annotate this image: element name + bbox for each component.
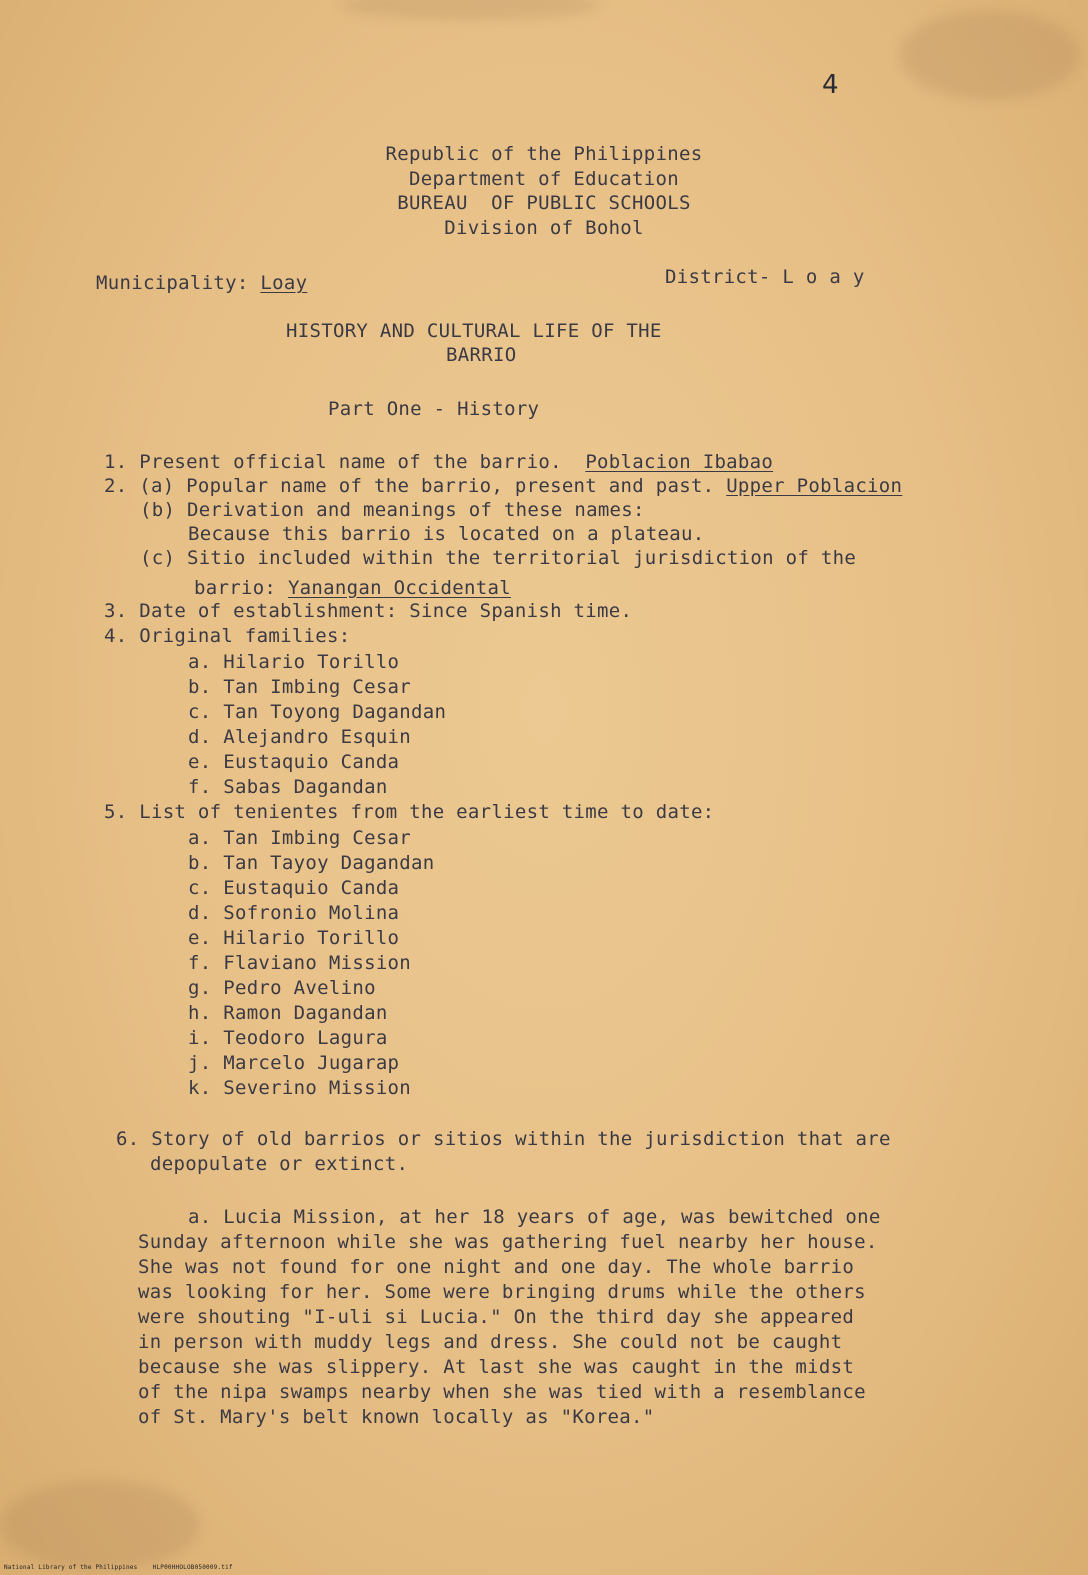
item-3: 3. Date of establishment: Since Spanish time. bbox=[104, 600, 633, 622]
teniente-item: a. Tan Imbing Cesar bbox=[188, 827, 412, 849]
document-title-line2: BARRIO bbox=[446, 344, 517, 366]
teniente-item: i. Teodoro Lagura bbox=[188, 1027, 388, 1049]
teniente-item: h. Ramon Dagandan bbox=[188, 1002, 388, 1024]
item-2a-text: 2. (a) Popular name of the barrio, present and past. bbox=[104, 475, 715, 497]
family-item: f. Sabas Dagandan bbox=[188, 776, 388, 798]
story-line: of the nipa swamps nearby when she was tied with a resemblance bbox=[138, 1381, 866, 1403]
header-bureau: BUREAU OF PUBLIC SCHOOLS bbox=[397, 192, 691, 214]
municipality-label: Municipality: bbox=[96, 272, 249, 294]
item-6-line2: depopulate or extinct. bbox=[150, 1153, 409, 1175]
story-line: She was not found for one night and one day. The whole barrio bbox=[138, 1256, 855, 1278]
family-item: d. Alejandro Esquin bbox=[188, 726, 412, 748]
item-2c-line2 bbox=[194, 576, 511, 600]
teniente-item: b. Tan Tayoy Dagandan bbox=[188, 852, 435, 874]
header-division: Division of Bohol bbox=[444, 217, 644, 239]
item-2b-answer: Because this barrio is located on a plateau. bbox=[188, 523, 705, 545]
item-1-text: 1. Present official name of the barrio. bbox=[104, 451, 562, 473]
item-2c-value: Yanangan Occidental bbox=[287, 577, 511, 599]
municipality-line bbox=[96, 271, 307, 295]
part-heading: Part One - History bbox=[328, 398, 540, 420]
header-department: Department of Education bbox=[409, 168, 679, 190]
teniente-item: f. Flaviano Mission bbox=[188, 952, 412, 974]
municipality-value: Loay bbox=[260, 272, 308, 294]
page-number: 4 bbox=[822, 70, 839, 100]
document-title-line1: HISTORY AND CULTURAL LIFE OF THE bbox=[286, 320, 662, 342]
story-line: of St. Mary's belt known locally as "Korea." bbox=[138, 1406, 655, 1428]
teniente-item: j. Marcelo Jugarap bbox=[188, 1052, 400, 1074]
story-line: Sunday afternoon while she was gathering fuel nearby her house. bbox=[138, 1231, 878, 1253]
story-line: because she was slippery. At last she was caught in the midst bbox=[138, 1356, 855, 1378]
item-5-heading: 5. List of tenientes from the earliest time to date: bbox=[104, 801, 715, 823]
paper-stain bbox=[340, 0, 600, 20]
teniente-item: k. Severino Mission bbox=[188, 1077, 412, 1099]
teniente-item: c. Eustaquio Canda bbox=[188, 877, 400, 899]
family-item: e. Eustaquio Canda bbox=[188, 751, 400, 773]
paper-stain bbox=[0, 1480, 200, 1570]
teniente-item: d. Sofronio Molina bbox=[188, 902, 400, 924]
item-4-heading: 4. Original families: bbox=[104, 625, 351, 647]
story-line: was looking for her. Some were bringing drums while the others bbox=[138, 1281, 866, 1303]
paper-stain bbox=[900, 10, 1080, 100]
scan-footer: National Library of the Philippines HLP00HHOLOB050009.tif bbox=[4, 1564, 233, 1571]
story-line: in person with muddy legs and dress. She could not be caught bbox=[138, 1331, 843, 1353]
story-line: were shouting "I-uli si Lucia." On the third day she appeared bbox=[138, 1306, 855, 1328]
story-line: a. Lucia Mission, at her 18 years of age, was bewitched one bbox=[188, 1206, 881, 1228]
teniente-item: e. Hilario Torillo bbox=[188, 927, 400, 949]
family-item: b. Tan Imbing Cesar bbox=[188, 676, 412, 698]
teniente-item: g. Pedro Avelino bbox=[188, 977, 376, 999]
item-6-line1: 6. Story of old barrios or sitios within the jurisdiction that are bbox=[116, 1128, 891, 1150]
item-2c-label: barrio: bbox=[194, 577, 277, 599]
header-republic: Republic of the Philippines bbox=[385, 143, 703, 165]
item-2a bbox=[104, 474, 902, 498]
item-2c: (c) Sitio included within the territorial jurisdiction of the bbox=[140, 547, 857, 569]
item-1-value: Poblacion Ibabao bbox=[585, 451, 774, 473]
district-line: District- L o a y bbox=[665, 266, 865, 288]
item-1 bbox=[104, 450, 773, 474]
family-item: c. Tan Toyong Dagandan bbox=[188, 701, 447, 723]
family-item: a. Hilario Torillo bbox=[188, 651, 400, 673]
item-2a-value: Upper Poblacion bbox=[726, 475, 903, 497]
item-2b: (b) Derivation and meanings of these names: bbox=[140, 499, 645, 521]
